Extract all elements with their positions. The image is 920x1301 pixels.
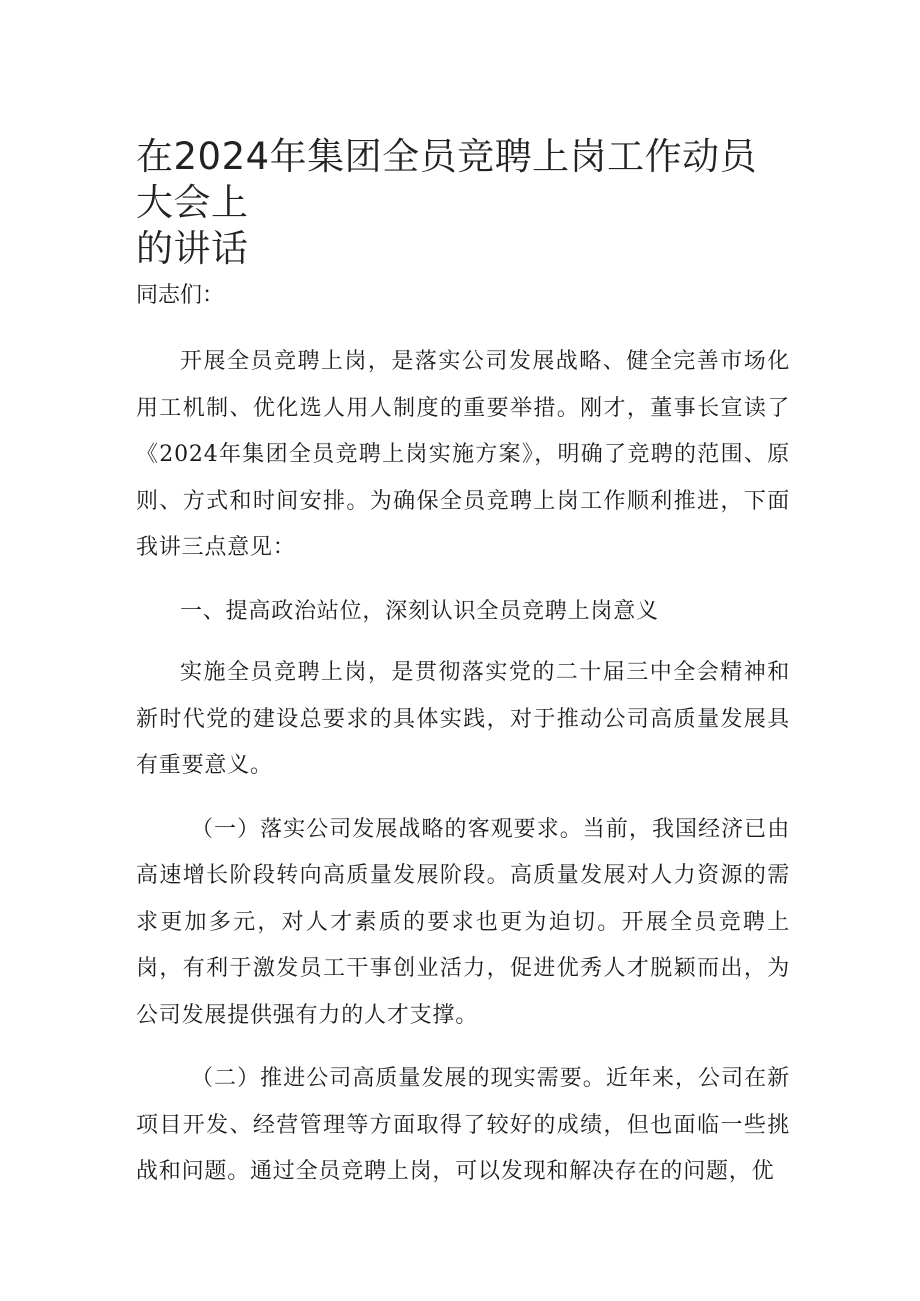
document-title — [136, 134, 790, 272]
title-line-2: 的讲话 — [136, 227, 249, 270]
point-1-paragraph: （一）落实公司发展战略的客观要求。当前，我国经济已由高速增长阶段转向高质量发展阶段。高质量发展对人力资源的需求更加多元，对人才素质的要求也更为迫切。开展全员竞聘上岗，有利于激发员工干事创业活力，促进优秀人才脱颖而出，为公司发展提供强有力的人才支撑。 — [136, 816, 790, 1028]
section1-intro-paragraph: 实施全员竞聘上岗，是贯彻落实党的二十届三中全会精神和新时代党的建设总要求的具体实践，对于推动公司高质量发展具有重要意义。 — [136, 660, 790, 778]
intro-paragraph: 开展全员竞聘上岗，是落实公司发展战略、健全完善市场化用工机制、优化选人用人制度的重要举措。刚才，董事长宣读了《2024年集团全员竞聘上岗实施方案》，明确了竞聘的范围、原则、方式和时间安排。为确保全员竞聘上岗工作顺利推进，下面我讲三点意见： — [136, 349, 790, 560]
title-line-1: 在2024年集团全员竞聘上岗工作动员大会上 — [136, 135, 758, 224]
document-page — [136, 134, 790, 1196]
point-2-paragraph: （二）推进公司高质量发展的现实需要。近年来，公司在新项目开发、经营管理等方面取得了较好的成绩，但也面临一些挑战和问题。通过全员竞聘上岗，可以发现和解决存在的问题，优 — [136, 1066, 790, 1184]
section-heading-1: 一、提高政治站位，深刻认识全员竞聘上岗意义 — [180, 598, 659, 624]
salutation: 同志们： — [136, 283, 225, 308]
